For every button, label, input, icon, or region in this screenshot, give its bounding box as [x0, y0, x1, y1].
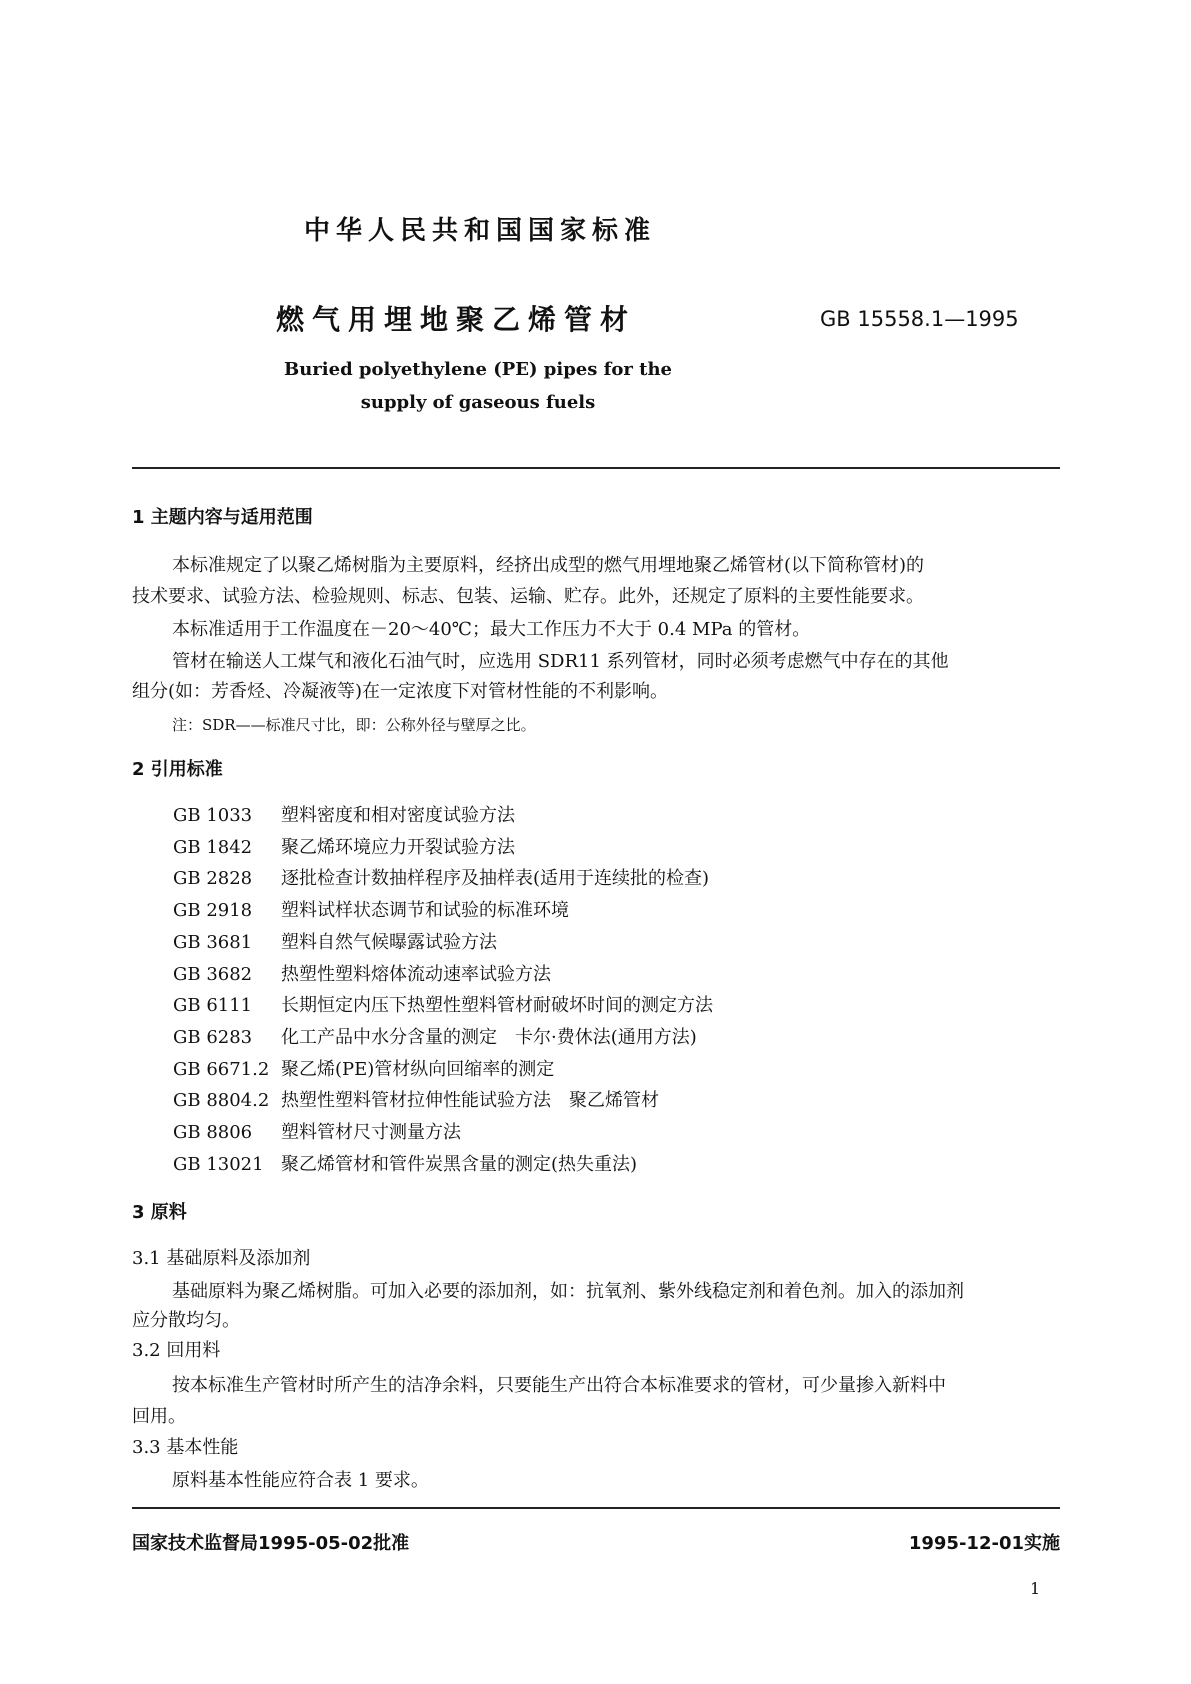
- implementation-date: 1995-12-01实施: [908, 1533, 1060, 1554]
- sdr-note: 注：SDR——标准尺寸比，即：公称外径与壁厚之比。: [172, 716, 536, 734]
- paragraph-line: 管材在输送人工煤气和液化石油气时，应选用 SDR11 系列管材，同时必须考虑燃气中存在的其他: [172, 651, 949, 672]
- reference-item: [173, 964, 551, 986]
- section-1-heading: 1 主题内容与适用范围: [132, 507, 313, 528]
- reference-title: 聚乙烯管材和管件炭黑含量的测定(热失重法): [281, 1153, 638, 1175]
- reference-title: 长期恒定内压下热塑性塑料管材耐破坏时间的测定方法: [281, 995, 713, 1017]
- reference-title: 化工产品中水分含量的测定 卡尔·费休法(通用方法): [281, 1026, 697, 1048]
- reference-item: [173, 1027, 697, 1049]
- reference-item: [173, 1154, 637, 1176]
- reference-code: GB 1842: [173, 836, 253, 858]
- reference-title: 聚乙烯环境应力开裂试验方法: [281, 836, 515, 858]
- national-standard-label: 中华人民共和国国家标准: [303, 216, 656, 246]
- reference-code: GB 6111: [173, 995, 253, 1017]
- document-title-en-line2: supply of gaseous fuels: [360, 392, 596, 413]
- paragraph-line: 原料基本性能应符合表 1 要求。: [172, 1470, 429, 1491]
- paragraph-line: 回用。: [132, 1406, 186, 1427]
- reference-item: [173, 1090, 659, 1112]
- reference-code: GB 13021: [173, 1153, 264, 1175]
- section-3-2-heading: 3.2 回用料: [132, 1340, 221, 1361]
- document-title-en-line1: Buried polyethylene (PE) pipes for the: [284, 359, 672, 380]
- reference-code: GB 3682: [173, 963, 253, 985]
- reference-code: GB 2828: [173, 868, 253, 890]
- reference-item: [173, 1059, 554, 1081]
- reference-code: GB 1033: [173, 805, 253, 826]
- reference-code: GB 3681: [173, 931, 253, 953]
- header-divider: [132, 467, 1060, 469]
- paragraph-line: 本标准适用于工作温度在－20～40℃；最大工作压力不大于 0.4 MPa 的管材。: [172, 619, 811, 640]
- reference-title: 逐批检查计数抽样程序及抽样表(适用于连续批的检查): [281, 868, 710, 890]
- section-3-3-heading: 3.3 基本性能: [132, 1437, 239, 1458]
- document-title-cn: 燃气用埋地聚乙烯管材: [276, 303, 637, 336]
- reference-item: [173, 900, 569, 922]
- paragraph-line: 基础原料为聚乙烯树脂。可加入必要的添加剂，如：抗氧剂、紫外线稳定剂和着色剂。加入的添加剂: [172, 1281, 964, 1302]
- section-3-1-heading: 3.1 基础原料及添加剂: [132, 1248, 311, 1269]
- section-2-heading: 2 引用标准: [132, 759, 223, 780]
- reference-title: 热塑性塑料管材拉伸性能试验方法 聚乙烯管材: [281, 1090, 659, 1112]
- reference-title: 塑料密度和相对密度试验方法: [281, 805, 515, 826]
- reference-item: [173, 837, 515, 859]
- reference-item: [173, 868, 709, 890]
- reference-title: 热塑性塑料熔体流动速率试验方法: [281, 963, 551, 985]
- reference-item: [173, 1122, 461, 1144]
- reference-code: GB 2918: [173, 900, 253, 922]
- approval-date: 国家技术监督局1995-05-02批准: [132, 1533, 410, 1554]
- paragraph-line: 技术要求、试验方法、检验规则、标志、包装、运输、贮存。此外，还规定了原料的主要性能要求。: [132, 586, 924, 607]
- reference-title: 塑料管材尺寸测量方法: [281, 1122, 461, 1143]
- section-3-heading: 3 原料: [132, 1202, 187, 1223]
- footer-divider: [132, 1507, 1060, 1509]
- reference-code: GB 8806: [173, 1122, 253, 1143]
- paragraph-line: 应分散均匀。: [132, 1310, 240, 1331]
- page-number: 1: [1030, 1579, 1041, 1598]
- reference-title: 聚乙烯(PE)管材纵向回缩率的测定: [281, 1058, 555, 1080]
- reference-code: GB 6283: [173, 1026, 253, 1048]
- reference-item: [173, 805, 515, 827]
- reference-item: [173, 995, 713, 1017]
- paragraph-line: 按本标准生产管材时所产生的洁净余料，只要能生产出符合本标准要求的管材，可少量掺入新料中: [172, 1375, 946, 1396]
- standard-number: GB 15558.1—1995: [820, 307, 1019, 331]
- paragraph-line: 本标准规定了以聚乙烯树脂为主要原料，经挤出成型的燃气用埋地聚乙烯管材(以下简称管材)的: [172, 555, 925, 576]
- paragraph-line: 组分(如：芳香烃、冷凝液等)在一定浓度下对管材性能的不利影响。: [132, 681, 669, 702]
- reference-title: 塑料试样状态调节和试验的标准环境: [281, 900, 569, 922]
- reference-code: GB 8804.2: [173, 1090, 270, 1112]
- reference-item: [173, 932, 497, 954]
- reference-title: 塑料自然气候曝露试验方法: [281, 931, 497, 953]
- reference-code: GB 6671.2: [173, 1058, 270, 1080]
